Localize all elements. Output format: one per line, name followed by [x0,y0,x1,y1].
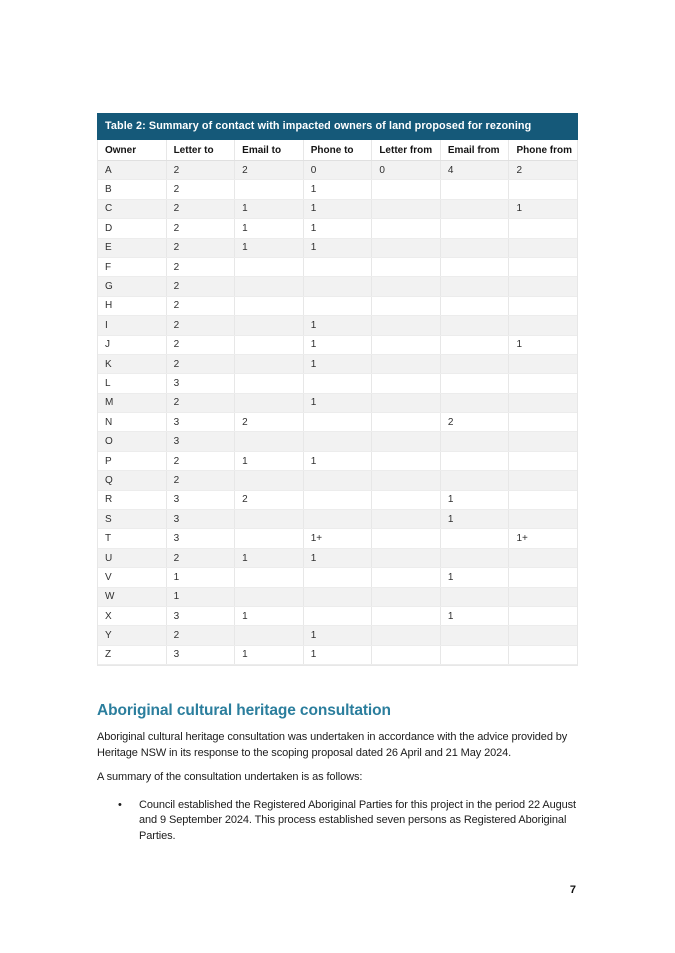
table-cell [509,432,577,450]
table-row [98,568,577,587]
table-cell: I [98,316,167,334]
table-cell: 1 [304,355,373,373]
table-cell: 2 [167,239,236,257]
table-cell: 1 [304,180,373,198]
table-cell [235,336,304,354]
table-cell [372,646,441,664]
table-cell [441,355,510,373]
table-cell [441,200,510,218]
table-cell: 3 [167,510,236,528]
table-cell: 2 [167,316,236,334]
table-cell: E [98,239,167,257]
table-cell [304,374,373,392]
table-row [98,180,577,199]
table-cell: 2 [235,413,304,431]
table-row [98,413,577,432]
table-row [98,239,577,258]
page-number: 7 [569,884,576,896]
table-cell: 1+ [516,533,528,545]
table-row [98,258,577,277]
table-cell [509,277,577,295]
table-cell: 3 [167,607,236,625]
table-cell: 3 [167,529,236,547]
table-row [98,588,577,607]
table-cell [372,432,441,450]
table-cell: 3 [167,432,236,450]
table-cell [235,471,304,489]
table-cell [304,297,373,315]
table-cell: 1 [167,568,236,586]
table-grid [97,140,578,666]
table-row [98,316,577,335]
table-cell [235,588,304,606]
table-cell: 1+ [304,529,373,547]
table-cell [235,432,304,450]
table-cell [235,355,304,373]
table-cell [441,626,510,644]
table-cell [372,297,441,315]
table-cell [372,258,441,276]
table-cell: 1 [235,646,304,664]
table-cell: 2 [167,277,236,295]
table-cell [441,180,510,198]
table-cell [441,297,510,315]
table-cell: X [98,607,167,625]
table-cell: 1 [304,626,373,644]
table-cell [509,568,577,586]
table-cell [372,607,441,625]
paragraph-summary-intro: A summary of the consultation undertaken is as follows: [97,771,363,784]
table-cell [372,336,441,354]
table-cell [509,297,577,315]
table-cell [372,219,441,237]
table-cell [441,529,510,547]
table-cell [509,491,577,509]
column-header: Letter to [167,140,236,160]
table-row [98,452,577,471]
table-cell [509,394,577,412]
table-row [98,646,577,665]
table-cell [372,316,441,334]
table-cell: F [98,258,167,276]
table-cell: 1 [441,491,510,509]
table-cell: 1 [304,646,373,664]
table-cell [372,626,441,644]
table-row [98,355,577,374]
table-cell: 1 [304,452,373,470]
table-cell: 3 [167,646,236,664]
table-row [98,529,577,548]
table-cell [441,374,510,392]
table-cell [441,277,510,295]
table-row [98,394,577,413]
table-cell: 2 [167,219,236,237]
table-cell [441,316,510,334]
table-cell: N [98,413,167,431]
table-cell [235,529,304,547]
table-cell: 1 [235,549,304,567]
table-cell: 1 [235,200,304,218]
table-row [98,374,577,393]
table-cell: L [98,374,167,392]
table-cell: 2 [167,258,236,276]
table-cell [509,316,577,334]
table-cell: M [98,394,167,412]
table-row [98,336,577,355]
table-cell: 1 [304,316,373,334]
table-cell [441,239,510,257]
table-cell: 1 [304,394,373,412]
table-row [98,607,577,626]
table-cell: 1 [235,239,304,257]
table-cell: 2 [235,161,304,179]
table-cell: 1 [304,336,373,354]
table-row [98,161,577,180]
table-cell: 1 [304,219,373,237]
table-cell [509,374,577,392]
table-cell [372,471,441,489]
section-heading: Aboriginal cultural heritage consultation [97,702,391,720]
table-cell: Y [98,626,167,644]
table-cell: B [98,180,167,198]
table-cell [441,549,510,567]
table-cell [441,432,510,450]
table-cell: 1 [304,549,373,567]
table-cell [372,180,441,198]
table-cell: 0 [304,161,373,179]
table-row [98,510,577,529]
table-cell [372,277,441,295]
table-cell: 2 [516,164,523,176]
table-cell: 3 [167,374,236,392]
table-cell: 3 [167,491,236,509]
table-cell: 2 [167,549,236,567]
table-title: Table 2: Summary of contact with impacted owners of land proposed for rezoning [97,113,578,140]
table-cell: 2 [167,297,236,315]
table-cell: C [98,200,167,218]
table-cell [235,394,304,412]
table-cell: 2 [167,452,236,470]
table-cell: 1 [304,239,373,257]
table-cell: P [98,452,167,470]
table-row [98,626,577,645]
table-cell: 2 [167,336,236,354]
table-row [98,549,577,568]
bullet-item: • Council established the Registered Aboriginal Parties for this project in the period 22 August and 9 September 2024. This process established seven persons as Registered Aboriginal Parties. [97,798,580,845]
table-cell: K [98,355,167,373]
table-cell: Q [98,471,167,489]
table-cell [304,413,373,431]
table-cell [235,258,304,276]
table-cell [372,374,441,392]
table-cell [372,355,441,373]
table-cell: W [98,588,167,606]
table-cell: 1 [516,203,523,215]
table-cell [509,607,577,625]
table-cell: 4 [441,161,510,179]
table-cell: 2 [167,161,236,179]
table-row [98,432,577,451]
table-cell [372,239,441,257]
table-cell: 1 [441,568,510,586]
table-cell: U [98,549,167,567]
table-cell: 2 [167,626,236,644]
table-cell [509,180,577,198]
table-cell [372,413,441,431]
table-cell [509,646,577,664]
table-cell [372,200,441,218]
table-header-row [98,140,577,161]
table-cell: 1 [235,452,304,470]
table-cell [235,374,304,392]
table-cell: 1 [235,219,304,237]
table-cell: J [98,336,167,354]
table-cell: 0 [372,161,441,179]
paragraph-consultation: Aboriginal cultural heritage consultation was undertaken in accordance with the advice provided by Heritage NSW in its response to the scoping proposal dated 26 April and 21 May 2024. [97,731,568,759]
table-row [98,471,577,490]
table-cell [441,452,510,470]
table-cell [372,491,441,509]
table-cell [372,588,441,606]
table-cell [304,432,373,450]
table-row [98,200,577,219]
table-cell: O [98,432,167,450]
table-cell [441,394,510,412]
table-cell [372,394,441,412]
table-cell: R [98,491,167,509]
table-cell [509,258,577,276]
table-cell [235,180,304,198]
table-cell: 2 [235,491,304,509]
table-cell: T [98,529,167,547]
table-cell [304,277,373,295]
table-cell: 1 [516,339,523,351]
table-cell [441,336,510,354]
table-cell [372,549,441,567]
table-cell [235,297,304,315]
table-cell: 2 [167,394,236,412]
contact-summary-table [97,113,578,666]
table-cell: 2 [441,413,510,431]
table-cell [509,239,577,257]
table-cell: H [98,297,167,315]
table-cell: 1 [167,588,236,606]
column-header: Letter from [372,140,441,160]
column-header: Owner [98,140,167,160]
table-cell [235,277,304,295]
table-cell: 1 [441,510,510,528]
table-cell [441,588,510,606]
table-cell [372,529,441,547]
table-cell [509,588,577,606]
table-cell: 2 [167,471,236,489]
table-cell: 1 [441,607,510,625]
table-cell [235,626,304,644]
table-cell: 3 [167,413,236,431]
table-cell: S [98,510,167,528]
table-cell: 2 [167,180,236,198]
table-cell: D [98,219,167,237]
table-cell [509,510,577,528]
table-cell [304,568,373,586]
table-cell [304,510,373,528]
table-cell: V [98,568,167,586]
table-cell: 2 [167,355,236,373]
column-header: Phone to [304,140,373,160]
table-cell [235,316,304,334]
column-header: Phone from [516,144,573,156]
bullet-list [97,798,580,845]
table-cell [235,510,304,528]
table-row [98,297,577,316]
table-cell [372,510,441,528]
table-cell [509,471,577,489]
table-cell [304,588,373,606]
table-row [98,491,577,510]
table-cell [372,452,441,470]
table-cell [441,219,510,237]
table-row [98,219,577,238]
table-cell: 2 [167,200,236,218]
table-cell [441,258,510,276]
table-cell [509,219,577,237]
table-cell: 1 [304,200,373,218]
table-cell [509,355,577,373]
table-cell [509,626,577,644]
table-cell [509,549,577,567]
table-cell: 1 [235,607,304,625]
column-header: Email from [441,140,510,160]
table-cell [509,413,577,431]
table-cell: G [98,277,167,295]
table-cell [509,452,577,470]
column-header: Email to [235,140,304,160]
table-cell [304,491,373,509]
table-cell [235,568,304,586]
table-cell [372,568,441,586]
table-cell [441,646,510,664]
table-cell: A [98,161,167,179]
table-cell [304,258,373,276]
table-cell [441,471,510,489]
table-cell [304,471,373,489]
table-cell [304,607,373,625]
table-row [98,277,577,296]
table-cell: Z [98,646,167,664]
